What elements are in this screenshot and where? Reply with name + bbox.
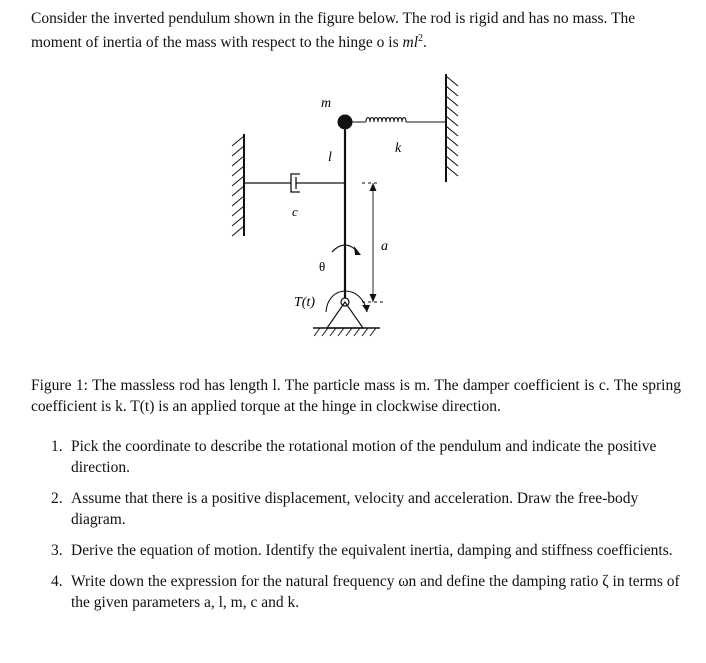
intro-line-2-suffix: . bbox=[423, 34, 427, 52]
spring-label: k bbox=[395, 141, 402, 156]
damper bbox=[244, 174, 345, 192]
figure-caption: Figure 1: The massless rod has length l. The particle mass is m. The damper coefficient is c. The spring coefficient is k. T(t) is an applied torque at the hinge in clockwise direction. bbox=[31, 377, 681, 415]
mass-label: m bbox=[321, 96, 332, 111]
question-text: Assume that there is a positive displacement, velocity and acceleration. Draw the free-body diagram. bbox=[71, 490, 639, 528]
intro-line-1: Consider the inverted pendulum shown in the figure below. The rod is rigid and has no mass. The bbox=[31, 10, 636, 27]
pendulum-figure bbox=[200, 66, 490, 356]
question-list bbox=[31, 436, 681, 623]
question-number: 1. bbox=[51, 438, 63, 455]
inertia-expression: ml bbox=[402, 34, 418, 52]
question-item bbox=[31, 488, 681, 530]
mass bbox=[338, 115, 353, 130]
question-item bbox=[31, 571, 681, 613]
question-number: 4. bbox=[51, 573, 63, 590]
intro-line-2-prefix: moment of inertia of the mass with respect to the hinge o is bbox=[31, 34, 403, 52]
question-number: 2. bbox=[51, 490, 63, 507]
problem-intro bbox=[31, 9, 681, 53]
intro-line-2 bbox=[31, 29, 681, 53]
hinge bbox=[313, 298, 380, 336]
question-number: 3. bbox=[51, 542, 63, 559]
question-item bbox=[31, 540, 681, 561]
question-item bbox=[31, 436, 681, 478]
distance-label: a bbox=[381, 239, 388, 254]
angle-label: θ bbox=[319, 259, 326, 274]
spring bbox=[352, 118, 446, 123]
right-wall bbox=[446, 74, 458, 182]
left-wall bbox=[232, 134, 244, 236]
question-text: Derive the equation of motion. Identify the equivalent inertia, damping and stiffness coefficients. bbox=[71, 542, 673, 559]
inertia-exponent: 2 bbox=[418, 33, 423, 44]
torque-label: T(t) bbox=[294, 295, 315, 310]
question-text: Write down the expression for the natural frequency ωn and define the damping ratio ζ in terms of the given parameters a, l, m, c and k. bbox=[71, 573, 680, 611]
length-label: l bbox=[328, 150, 332, 165]
damper-label: c bbox=[292, 204, 298, 219]
dimension-a bbox=[362, 183, 383, 302]
theta-arrow bbox=[332, 245, 361, 255]
question-text: Pick the coordinate to describe the rotational motion of the pendulum and indicate the positive direction. bbox=[71, 438, 657, 476]
